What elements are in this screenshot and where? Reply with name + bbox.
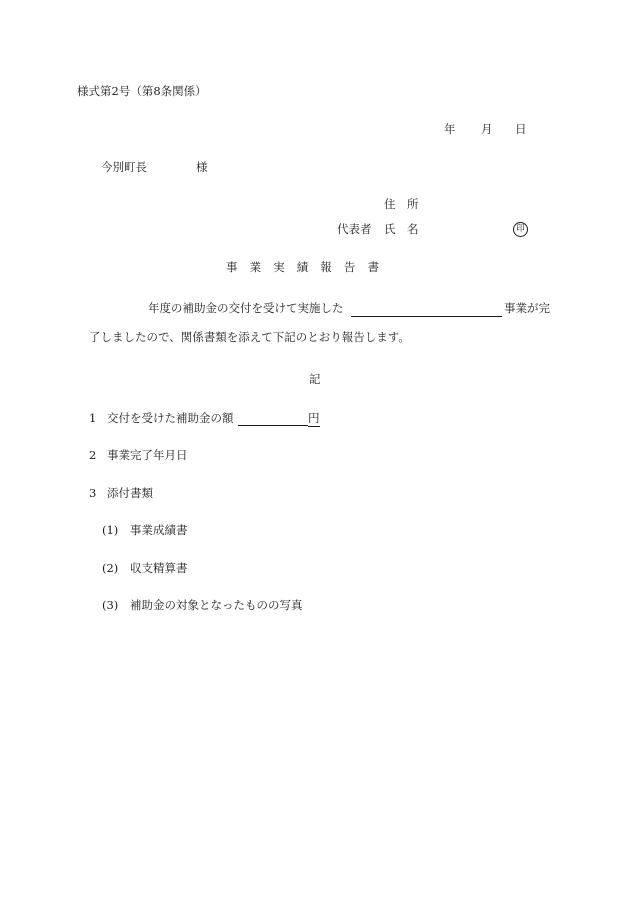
date-month-label: 月 — [481, 122, 493, 136]
attachment-1-number: (1) — [102, 523, 119, 537]
item-3-text: 添付書類 — [107, 486, 153, 500]
body-line1-suffix: 事業が完 — [504, 301, 550, 315]
ki-heading: 記 — [309, 372, 321, 386]
body-line2: 了しましたので、関係書類を添えて下記のとおり報告します。 — [89, 330, 410, 344]
document-title: 事業実績報告書 — [226, 260, 392, 274]
item-1-yen: 円 — [308, 411, 320, 425]
subsidy-amount-blank — [238, 425, 308, 426]
item-3-number: 3 — [89, 486, 97, 500]
name-label: 氏 名 — [384, 222, 419, 236]
item-1-text: 交付を受けた補助金の額 — [107, 411, 234, 425]
body-line1-prefix: 年度の補助金の交付を受けて実施した — [148, 301, 344, 315]
attachment-1-text: 事業成績書 — [130, 523, 188, 537]
attachment-2-text: 収支精算書 — [130, 561, 188, 575]
date-year-label: 年 — [444, 122, 456, 136]
date-day-label: 日 — [515, 122, 527, 136]
project-name-blank — [351, 316, 502, 317]
attachment-2-number: (2) — [102, 561, 119, 575]
item-1-number: 1 — [89, 411, 97, 425]
address-label: 住 所 — [384, 197, 419, 211]
item-2-text: 事業完了年月日 — [107, 448, 188, 462]
form-id: 様式第2号（第8条関係） — [77, 84, 207, 98]
attachment-3-text: 補助金の対象となったものの写真 — [130, 598, 303, 612]
representative-label: 代表者 — [337, 222, 372, 236]
seal-mark: 印 — [513, 222, 528, 237]
addressee-honorific: 様 — [196, 160, 208, 174]
attachment-3-number: (3) — [102, 598, 119, 612]
item-2-number: 2 — [89, 448, 97, 462]
addressee-name: 今別町長 — [101, 160, 147, 174]
